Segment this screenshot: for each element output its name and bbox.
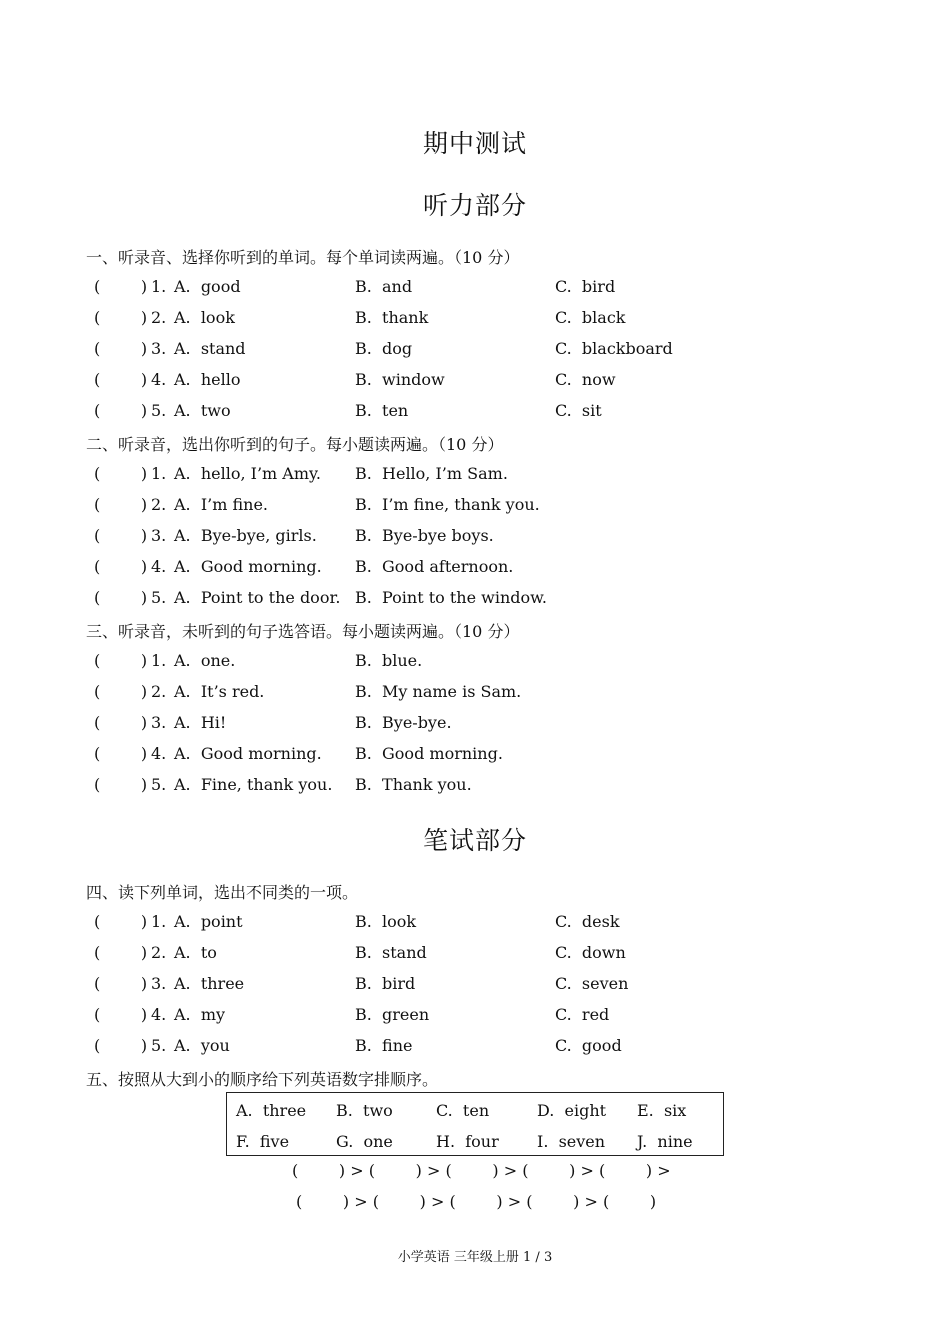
option-c: C. desk	[555, 912, 620, 931]
question-row	[94, 682, 854, 704]
question-number: 1.	[151, 277, 167, 296]
option-a: A. look	[174, 308, 235, 327]
question-number: 5.	[151, 588, 167, 607]
option-a: A. stand	[174, 339, 246, 358]
question-row	[94, 1005, 854, 1027]
option-b: B. thank	[355, 308, 429, 327]
option-b: B. look	[355, 912, 417, 931]
question-number: 4.	[151, 1005, 167, 1024]
option-a: A. three	[174, 974, 245, 993]
word-cell: D. eight	[537, 1101, 607, 1120]
question-number: 3.	[151, 339, 167, 358]
option-a: A. point	[174, 912, 243, 931]
question-number: 2.	[151, 943, 167, 962]
word-cell: C. ten	[436, 1101, 490, 1120]
option-c: C. down	[555, 943, 626, 962]
answer-paren[interactable]: ( )	[94, 775, 148, 794]
answer-paren[interactable]: ( )	[94, 370, 148, 389]
section-2-heading: 二、听录音，选出你听到的句子。每小题读两遍。（10 分）	[86, 435, 504, 454]
question-row	[94, 495, 854, 517]
answer-paren[interactable]: ( )	[94, 277, 148, 296]
option-a: A. It’s red.	[174, 682, 265, 701]
section-4-heading: 四、读下列单词，选出不同类的一项。	[86, 883, 359, 902]
question-row	[94, 339, 854, 361]
question-row	[94, 370, 854, 392]
word-cell: H. four	[436, 1132, 499, 1151]
option-a: A. Point to the door.	[174, 588, 341, 607]
question-row	[94, 526, 854, 548]
option-b: B. blue.	[355, 651, 423, 670]
page-footer: 小学英语 三年级上册 1 / 3	[397, 1250, 553, 1265]
word-cell: B. two	[336, 1101, 393, 1120]
question-row	[94, 974, 854, 996]
question-row	[94, 557, 854, 579]
option-b: B. Hello, I’m Sam.	[355, 464, 508, 483]
answer-paren[interactable]: ( )	[94, 943, 148, 962]
answer-paren[interactable]: ( )	[94, 557, 148, 576]
answer-paren[interactable]: ( )	[94, 744, 148, 763]
question-row	[94, 744, 854, 766]
question-row	[94, 1036, 854, 1058]
question-row	[94, 401, 854, 423]
word-cell: I. seven	[537, 1132, 606, 1151]
number-word-box	[226, 1092, 724, 1156]
section-3-heading: 三、听录音，未听到的句子选答语。每小题读两遍。（10 分）	[86, 622, 520, 641]
option-a: A. Good morning.	[174, 744, 322, 763]
option-c: C. sit	[555, 401, 602, 420]
answer-paren[interactable]: ( )	[94, 339, 148, 358]
option-b: B. Bye-bye.	[355, 713, 452, 732]
answer-paren[interactable]: ( )	[94, 713, 148, 732]
option-a: A. Good morning.	[174, 557, 322, 576]
option-c: C. seven	[555, 974, 629, 993]
option-c: C. now	[555, 370, 616, 389]
answer-paren[interactable]: ( )	[94, 682, 148, 701]
option-a: A. Fine, thank you.	[174, 775, 333, 794]
answer-paren[interactable]: ( )	[94, 526, 148, 545]
question-row	[94, 464, 854, 486]
option-a: A. my	[174, 1005, 226, 1024]
listening-section-title: 听力部分	[422, 191, 527, 220]
answer-paren[interactable]: ( )	[94, 1005, 148, 1024]
question-number: 1.	[151, 651, 167, 670]
question-row	[94, 308, 854, 330]
option-c: C. good	[555, 1036, 622, 1055]
question-number: 3.	[151, 974, 167, 993]
section-1-heading: 一、听录音、选择你听到的单词。每个单词读两遍。（10 分）	[86, 248, 520, 267]
option-b: B. Good afternoon.	[355, 557, 514, 576]
option-a: A. two	[174, 401, 231, 420]
option-a: A. to	[174, 943, 217, 962]
option-b: B. and	[355, 277, 413, 296]
option-b: B. My name is Sam.	[355, 682, 522, 701]
answer-paren[interactable]: ( )	[94, 588, 148, 607]
option-a: A. good	[174, 277, 241, 296]
option-b: B. dog	[355, 339, 413, 358]
word-cell: A. three	[236, 1101, 307, 1120]
writing-section-title: 笔试部分	[422, 826, 527, 855]
question-number: 4.	[151, 370, 167, 389]
order-answer-line-2[interactable]: ( ) > ( ) > ( ) > ( ) > ( )	[296, 1192, 657, 1211]
word-cell: J. nine	[637, 1132, 693, 1151]
option-b: B. Good morning.	[355, 744, 503, 763]
answer-paren[interactable]: ( )	[94, 495, 148, 514]
option-c: C. bird	[555, 277, 616, 296]
question-number: 3.	[151, 526, 167, 545]
option-c: C. black	[555, 308, 626, 327]
answer-paren[interactable]: ( )	[94, 974, 148, 993]
option-b: B. Thank you.	[355, 775, 472, 794]
answer-paren[interactable]: ( )	[94, 401, 148, 420]
option-a: A. hello, I’m Amy.	[174, 464, 322, 483]
answer-paren[interactable]: ( )	[94, 651, 148, 670]
question-row	[94, 912, 854, 934]
question-row	[94, 651, 854, 673]
question-row	[94, 588, 854, 610]
question-number: 3.	[151, 713, 167, 732]
question-number: 4.	[151, 557, 167, 576]
option-a: A. I’m fine.	[174, 495, 269, 514]
question-number: 2.	[151, 495, 167, 514]
option-c: C. red	[555, 1005, 610, 1024]
question-number: 1.	[151, 464, 167, 483]
question-row	[94, 775, 854, 797]
answer-paren[interactable]: ( )	[94, 464, 148, 483]
question-number: 2.	[151, 682, 167, 701]
answer-paren[interactable]: ( )	[94, 912, 148, 931]
option-a: A. you	[174, 1036, 230, 1055]
answer-paren[interactable]: ( )	[94, 308, 148, 327]
word-cell: G. one	[336, 1132, 393, 1151]
option-a: A. Bye-bye, girls.	[174, 526, 317, 545]
option-b: B. green	[355, 1005, 430, 1024]
question-number: 5.	[151, 401, 167, 420]
option-b: B. window	[355, 370, 445, 389]
option-c: C. blackboard	[555, 339, 673, 358]
page-title: 期中测试	[422, 129, 527, 158]
option-b: B. Bye-bye boys.	[355, 526, 494, 545]
question-number: 1.	[151, 912, 167, 931]
option-b: B. fine	[355, 1036, 413, 1055]
question-row	[94, 277, 854, 299]
question-number: 5.	[151, 1036, 167, 1055]
option-a: A. Hi!	[174, 713, 227, 732]
answer-paren[interactable]: ( )	[94, 1036, 148, 1055]
order-answer-line-1[interactable]: ( ) > ( ) > ( ) > ( ) > ( ) >	[292, 1161, 671, 1180]
word-cell: E. six	[637, 1101, 687, 1120]
option-b: B. stand	[355, 943, 427, 962]
question-row	[94, 943, 854, 965]
word-cell: F. five	[236, 1132, 290, 1151]
option-a: A. one.	[174, 651, 236, 670]
question-row	[94, 713, 854, 735]
question-number: 5.	[151, 775, 167, 794]
question-number: 4.	[151, 744, 167, 763]
option-b: B. ten	[355, 401, 409, 420]
section-5-heading: 五、按照从大到小的顺序给下列英语数字排顺序。	[86, 1070, 439, 1089]
question-number: 2.	[151, 308, 167, 327]
option-b: B. Point to the window.	[355, 588, 548, 607]
option-a: A. hello	[174, 370, 241, 389]
option-b: B. I’m fine, thank you.	[355, 495, 540, 514]
option-b: B. bird	[355, 974, 416, 993]
